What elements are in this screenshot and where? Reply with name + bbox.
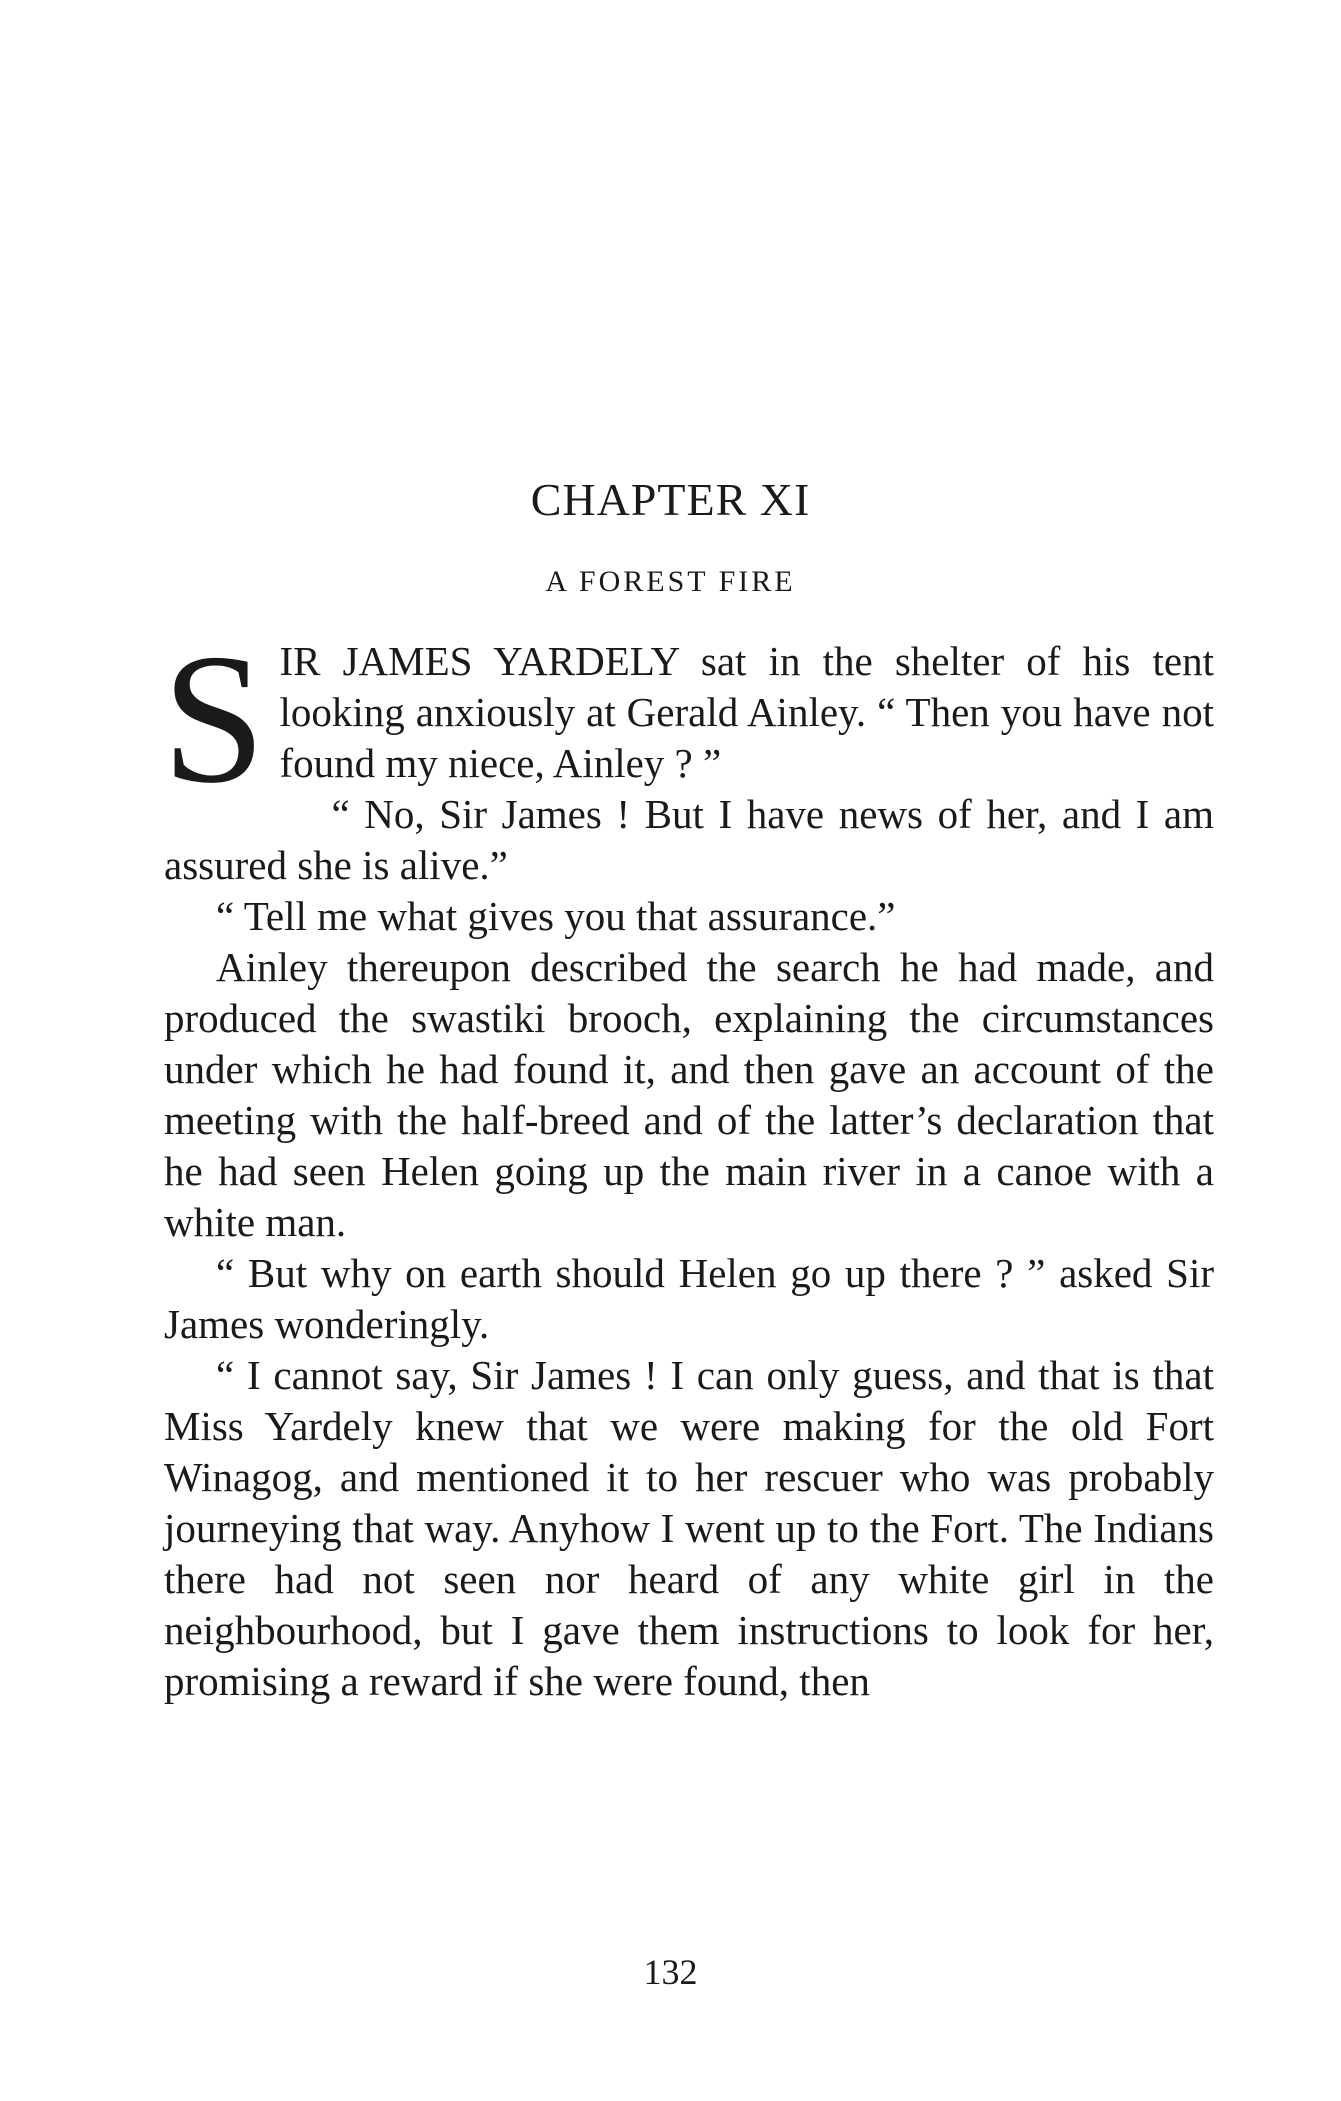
page-number: 132 [643,1952,698,1992]
paragraph: “ I cannot say, Sir James ! I can only guess, and that is that Miss Yardely knew that we were making for the old Fort Winagog, and mentioned it to her rescuer who was probably journeying that way. Anyhow I went up to the Fort. The Indians there had not seen nor heard of any white girl in the neighbourhood, but I gave them instructions to look for her, promising a reward if she were found, then [164,1352,1214,1704]
paragraph: “ Tell me what gives you that assurance.” [216,893,896,939]
paragraph: “ No, Sir James ! But I have news of her, and I am assured she is alive.” [164,791,1214,888]
paragraph: IR JAMES YARDELY sat in the shelter of his tent looking anxiously at Gerald Ainley. “ Then you have not found my niece, Ainley ? ” [279,638,1214,786]
paragraph: Ainley thereupon described the search he had made, and produced the swastiki brooch, explaining the circumstances under which he had found it, and then gave an account of the meeting with the half-breed and of the latter’s declaration that he had seen Helen going up the main river in a canoe with a white man. [164,944,1214,1245]
body-text [162,616,1214,1707]
chapter-subtitle: A FOREST FIRE [545,565,796,598]
chapter-title: CHAPTER XI [530,474,811,525]
paragraph: “ But why on earth should Helen go up there ? ” asked Sir James wonderingly. [164,1250,1214,1347]
drop-cap: S [162,616,266,822]
